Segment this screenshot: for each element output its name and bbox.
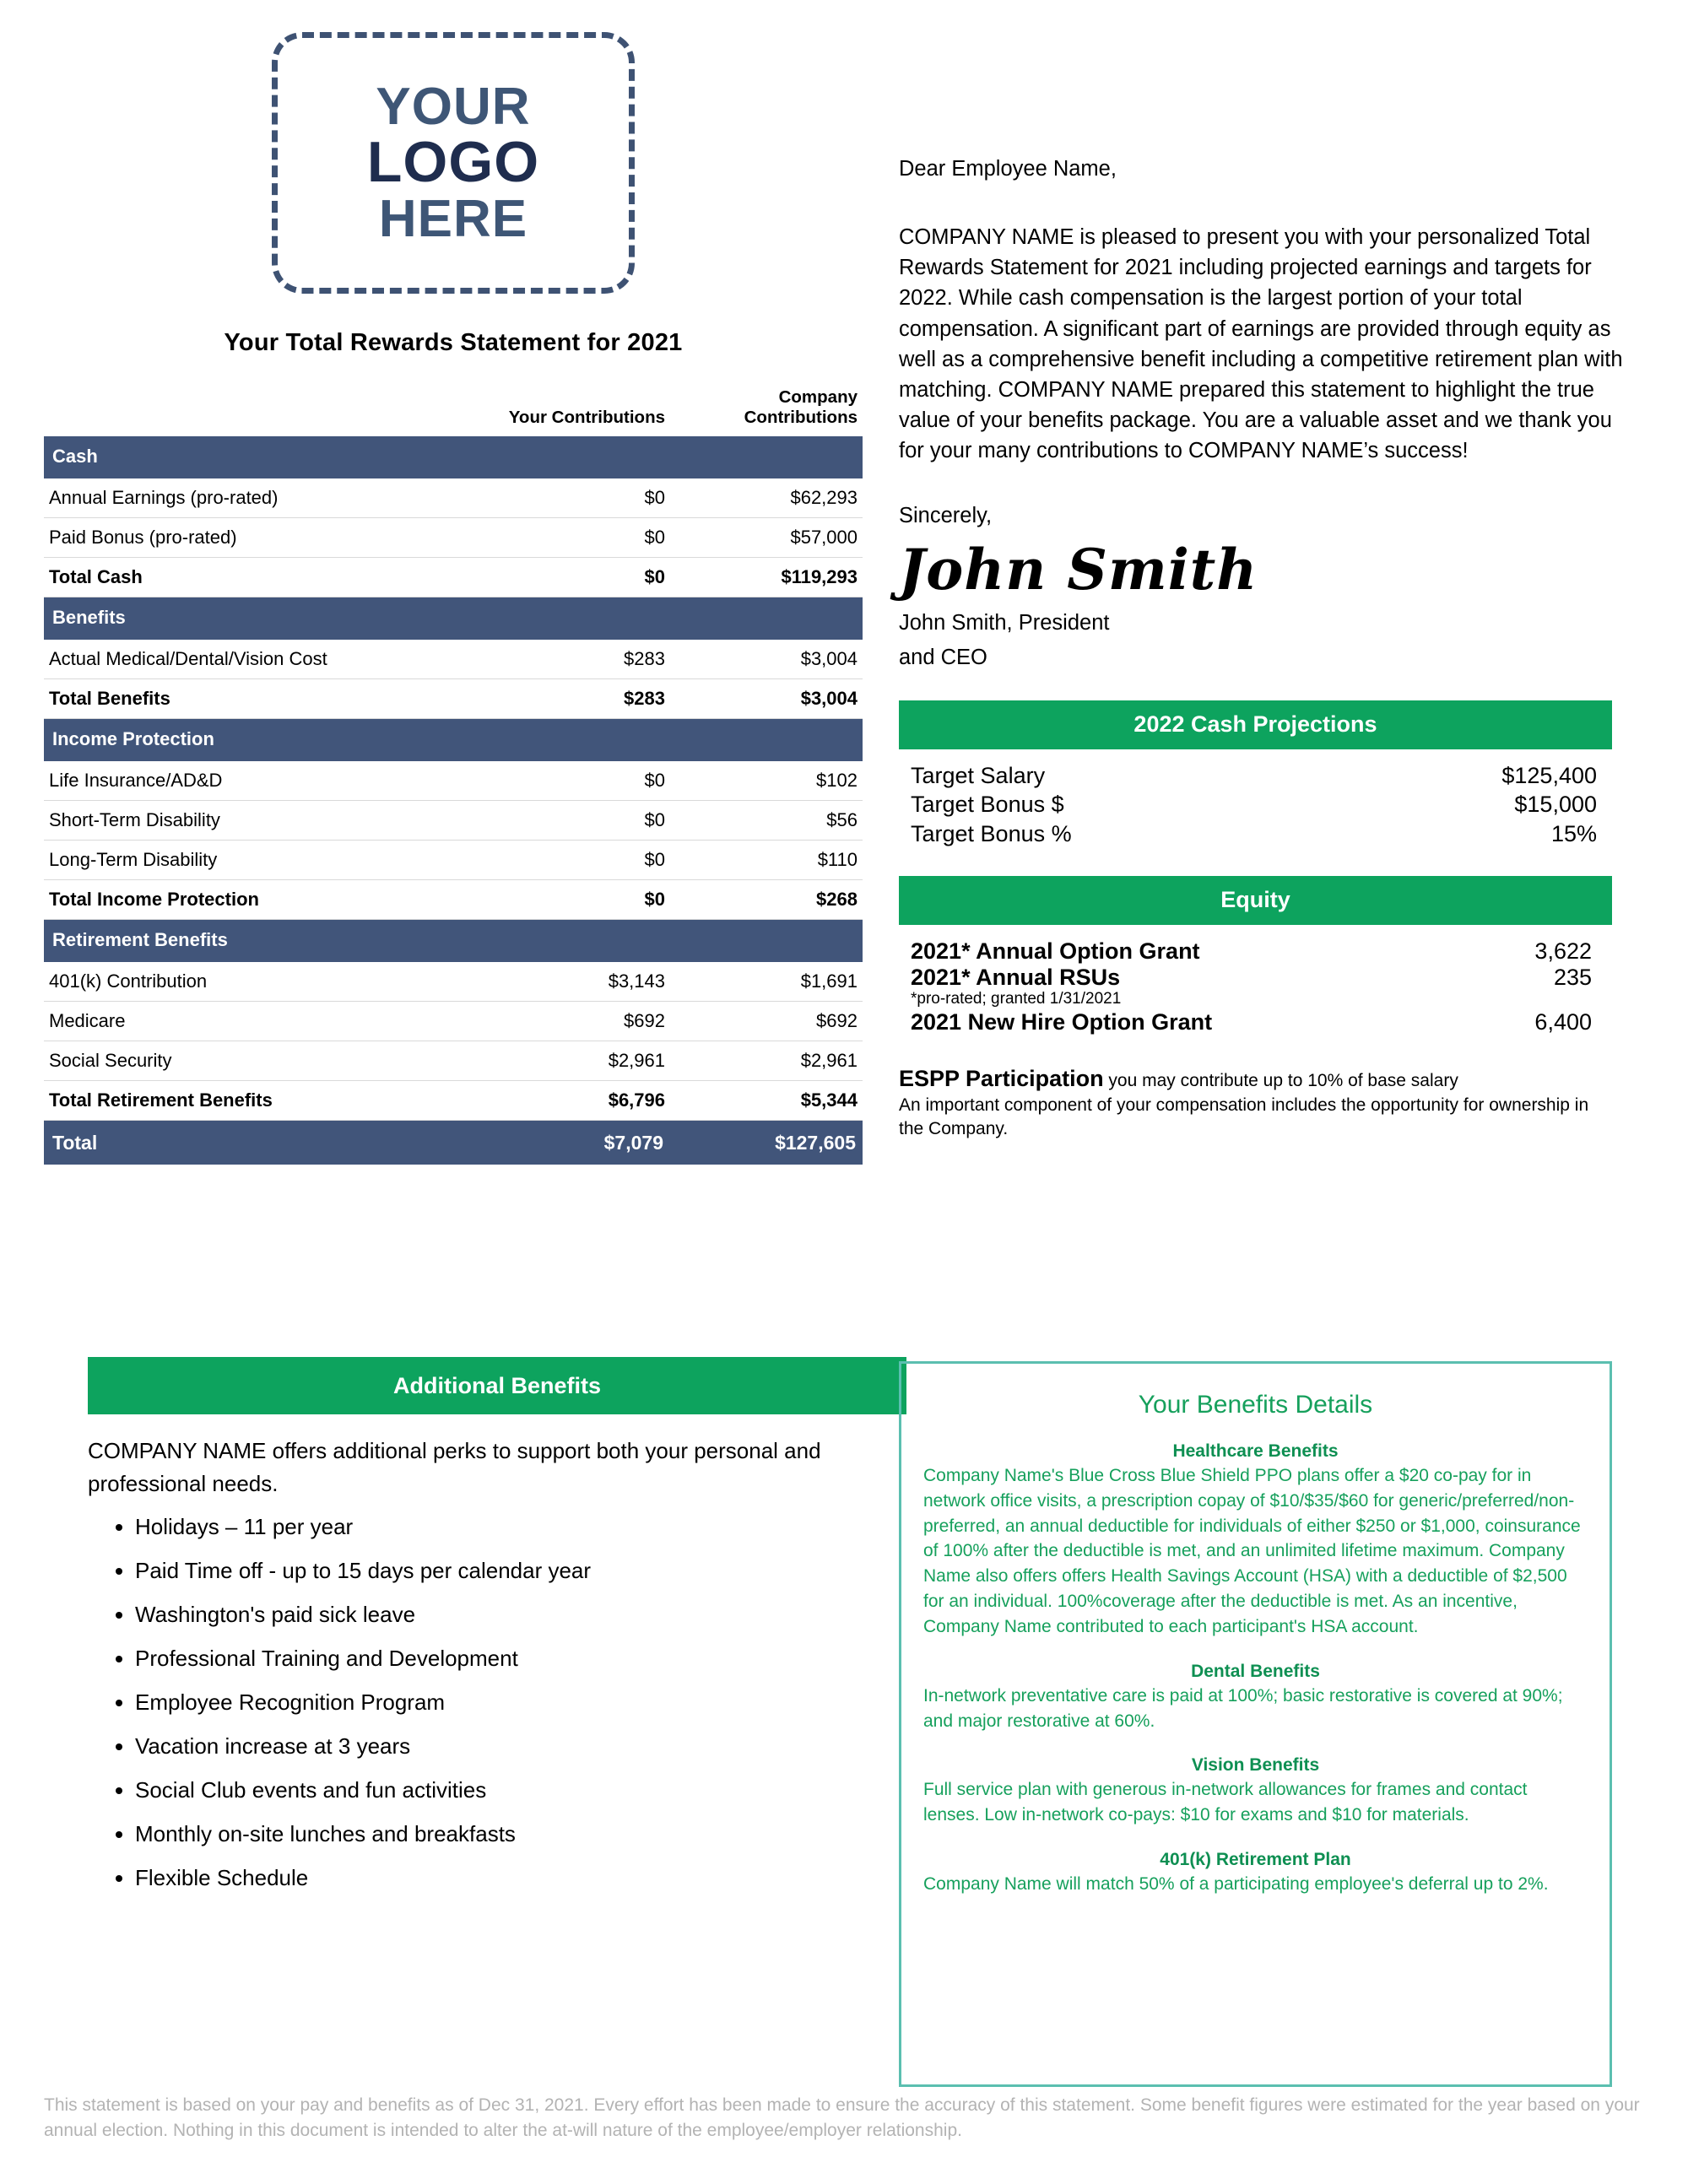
table-row [44, 558, 863, 597]
benefits-detail-text: Company Name will match 50% of a participating employee's deferral up to 2%. [923, 1873, 1549, 1894]
grand-total-label: Total [44, 1121, 476, 1165]
letter [899, 157, 1642, 672]
equity-title: Equity [1220, 887, 1290, 913]
table-row [44, 801, 863, 841]
list-item: • Flexible Schedule [135, 1867, 881, 1889]
row-company-contribution: $268 [670, 880, 863, 920]
equity-new-hire-value: 6,400 [1534, 1009, 1592, 1035]
table-section-band [44, 436, 863, 478]
row-your-contribution: $0 [476, 761, 670, 801]
row-company-contribution: $2,961 [670, 1041, 863, 1081]
row-label: Short-Term Disability [44, 801, 476, 841]
espp-block [899, 1066, 1612, 1140]
list-item: • Holidays – 11 per year [135, 1516, 881, 1538]
espp-headline-sub: you may contribute up to 10% of base salary [1103, 1071, 1458, 1091]
row-label: Medicare [44, 1002, 476, 1041]
row-label: Annual Earnings (pro-rated) [44, 478, 476, 518]
list-item: • Employee Recognition Program [135, 1691, 881, 1713]
letter-body: COMPANY NAME is pleased to present you with your personalized Total Rewards Statement for 2021 including projected earnings and targets for 2022. While cash compensation is the largest portion of your total compensation. A significant part of earnings are provided through equity as well as a comprehensive benefit including a competitive retirement plan with matching. COMPANY NAME prepared this statement to highlight the true value of your benefits package. You are a valuable asset and we thank you for your many contributions to COMPANY NAME’s success! [899, 225, 1623, 463]
equity-value: 235 [1553, 964, 1592, 990]
cash-projection-label: Target Salary [911, 762, 1046, 788]
row-label: Paid Bonus (pro-rated) [44, 518, 476, 558]
table-row [44, 761, 863, 801]
row-your-contribution: $0 [476, 478, 670, 518]
left-column [44, 0, 863, 1890]
row-company-contribution: $119,293 [670, 558, 863, 597]
table-section-company [670, 719, 863, 762]
table-row [44, 962, 863, 1002]
table-section-company [670, 920, 863, 963]
table-section-label: Retirement Benefits [44, 920, 476, 963]
row-your-contribution: $2,961 [476, 1041, 670, 1081]
row-company-contribution: $692 [670, 1002, 863, 1041]
row-label: Life Insurance/AD&D [44, 761, 476, 801]
benefits-details-sections [923, 1441, 1588, 1897]
table-section-label: Income Protection [44, 719, 476, 762]
cash-projection-row [899, 761, 1612, 791]
equity-header [899, 876, 1612, 925]
list-item: • Washington's paid sick leave [135, 1603, 881, 1625]
equity-row [899, 965, 1612, 991]
row-your-contribution: $283 [476, 679, 670, 719]
additional-benefits-list [88, 1516, 881, 1889]
column-header-company-contributions: Company Contributions [744, 387, 858, 427]
equity-prorated-note: *pro-rated; granted 1/31/2021 [911, 989, 1122, 1008]
table-row [44, 518, 863, 558]
cash-projections-rows [899, 761, 1612, 849]
table-section-your [476, 719, 670, 762]
signer-title: and CEO [899, 645, 987, 669]
benefits-detail-heading: Healthcare Benefits [1172, 1441, 1339, 1461]
cash-projection-value: $125,400 [1501, 762, 1597, 788]
row-label: Total Income Protection [44, 880, 476, 920]
espp-headline: ESPP Participation [899, 1066, 1104, 1092]
letter-closing: Sincerely, [899, 503, 993, 527]
row-label: Total Retirement Benefits [44, 1081, 476, 1121]
table-grand-total-row [44, 1121, 863, 1165]
table-section-your [476, 597, 670, 641]
row-label: 401(k) Contribution [44, 962, 476, 1002]
grand-total-company: $127,605 [670, 1121, 863, 1165]
equity-value: 3,622 [1534, 938, 1592, 964]
benefits-details-title: Your Benefits Details [1138, 1391, 1373, 1419]
table-section-label: Benefits [44, 597, 476, 641]
list-item: • Social Club events and fun activities [135, 1779, 881, 1801]
row-your-contribution: $0 [476, 558, 670, 597]
rewards-table [44, 387, 863, 1165]
cash-projection-row [899, 819, 1612, 849]
row-label: Total Benefits [44, 679, 476, 719]
cash-projections-title: 2022 Cash Projections [1133, 711, 1377, 738]
table-section-your [476, 920, 670, 963]
row-company-contribution: $102 [670, 761, 863, 801]
row-your-contribution: $692 [476, 1002, 670, 1041]
equity-label: 2021* Annual Option Grant [911, 938, 1200, 964]
table-section-label: Cash [44, 436, 476, 478]
column-header-blank [44, 387, 476, 436]
cash-projection-label: Target Bonus % [911, 821, 1072, 846]
table-section-company [670, 436, 863, 478]
benefits-detail-heading: 401(k) Retirement Plan [1160, 1849, 1351, 1869]
logo-line-1: YOUR [376, 78, 531, 137]
logo-line-2: LOGO [366, 130, 540, 195]
equity-new-hire-row [899, 1009, 1612, 1035]
column-header-your-contributions: Your Contributions [508, 408, 665, 427]
cash-projection-value: 15% [1550, 821, 1597, 846]
table-section-your [476, 436, 670, 478]
equity-new-hire-label: 2021 New Hire Option Grant [911, 1009, 1213, 1035]
additional-benefits-body [88, 1435, 881, 1911]
table-row [44, 478, 863, 518]
espp-paragraph: An important component of your compensation includes the opportunity for ownership in the Company. [899, 1095, 1589, 1138]
table-column-headers [44, 387, 863, 436]
list-item: • Paid Time off - up to 15 days per calendar year [135, 1560, 881, 1581]
letter-salutation: Dear Employee Name, [899, 157, 1117, 181]
table-row [44, 1002, 863, 1041]
benefits-detail-heading: Dental Benefits [1191, 1661, 1320, 1681]
row-company-contribution: $62,293 [670, 478, 863, 518]
table-section-band [44, 719, 863, 762]
row-company-contribution: $3,004 [670, 679, 863, 719]
rewards-table-body [44, 436, 863, 1165]
row-label: Total Cash [44, 558, 476, 597]
row-company-contribution: $3,004 [670, 640, 863, 679]
table-row [44, 841, 863, 880]
right-column [899, 0, 1642, 1140]
statement-title: Your Total Rewards Statement for 2021 [224, 329, 683, 356]
list-item: • Professional Training and Development [135, 1647, 881, 1669]
signature-image: John Smith [899, 536, 1258, 603]
cash-projection-value: $15,000 [1514, 792, 1597, 818]
logo-line-3: HERE [378, 189, 528, 248]
equity-row [899, 938, 1612, 965]
benefits-detail-text: Company Name's Blue Cross Blue Shield PPO plans offer a $20 co-pay for in network office visits, a prescription copay of $10/$35/$60 for generic/preferred/non-preferred, an annual deductible for individuals of either $250 or $1,000, coinsurance of 100% after the deductible is met, and an unlimited lifetime maximum. Company Name also offers offers Health Savings Account (HSA) with a deductible of $2,500 for an individual. 100%coverage after the deductible is met. As an incentive, Company Name contributed to each participant's HSA account. [923, 1466, 1581, 1636]
table-row [44, 1081, 863, 1121]
equity-label: 2021* Annual RSUs [911, 964, 1121, 990]
cash-projection-row [899, 790, 1612, 819]
benefits-detail-text: Full service plan with generous in-network allowances for frames and contact lenses. Low in-network co-pays: $10 for exams and $10 for materials. [923, 1780, 1528, 1825]
row-your-contribution: $0 [476, 880, 670, 920]
row-company-contribution: $5,344 [670, 1081, 863, 1121]
benefits-detail-heading: Vision Benefits [1191, 1755, 1320, 1776]
table-section-band [44, 597, 863, 641]
additional-benefits-header [88, 1357, 906, 1414]
additional-benefits-intro: COMPANY NAME offers additional perks to support both your personal and professional needs. [88, 1438, 821, 1496]
table-row [44, 880, 863, 920]
cash-projections-header [899, 700, 1612, 749]
footer-disclaimer: This statement is based on your pay and benefits as of Dec 31, 2021. Every effort has been made to ensure the accuracy of this statement. Some benefit figures were estimated for the year based on your annual election. Nothing in this document is intended to alter the at-will nature of the employee/employer relationship. [44, 2095, 1640, 2141]
table-section-band [44, 920, 863, 963]
logo-placeholder [272, 32, 635, 294]
table-section-company [670, 597, 863, 641]
equity-rows [899, 938, 1642, 1036]
grand-total-your: $7,079 [476, 1121, 670, 1165]
row-label: Actual Medical/Dental/Vision Cost [44, 640, 476, 679]
table-row [44, 679, 863, 719]
row-your-contribution: $0 [476, 841, 670, 880]
benefits-details-box [899, 1361, 1612, 2087]
row-your-contribution: $283 [476, 640, 670, 679]
row-your-contribution: $3,143 [476, 962, 670, 1002]
benefits-detail-text: In-network preventative care is paid at 100%; basic restorative is covered at 90%; and major restorative at 60%. [923, 1685, 1563, 1731]
row-label: Long-Term Disability [44, 841, 476, 880]
row-your-contribution: $0 [476, 518, 670, 558]
cash-projection-label: Target Bonus $ [911, 792, 1064, 818]
table-row [44, 640, 863, 679]
row-company-contribution: $1,691 [670, 962, 863, 1002]
row-your-contribution: $6,796 [476, 1081, 670, 1121]
signer-name: John Smith, President [899, 610, 1110, 635]
list-item: • Monthly on-site lunches and breakfasts [135, 1823, 881, 1845]
row-label: Social Security [44, 1041, 476, 1081]
row-your-contribution: $0 [476, 801, 670, 841]
row-company-contribution: $56 [670, 801, 863, 841]
row-company-contribution: $57,000 [670, 518, 863, 558]
list-item: • Vacation increase at 3 years [135, 1735, 881, 1757]
table-row [44, 1041, 863, 1081]
additional-benefits-title: Additional Benefits [392, 1372, 601, 1398]
row-company-contribution: $110 [670, 841, 863, 880]
